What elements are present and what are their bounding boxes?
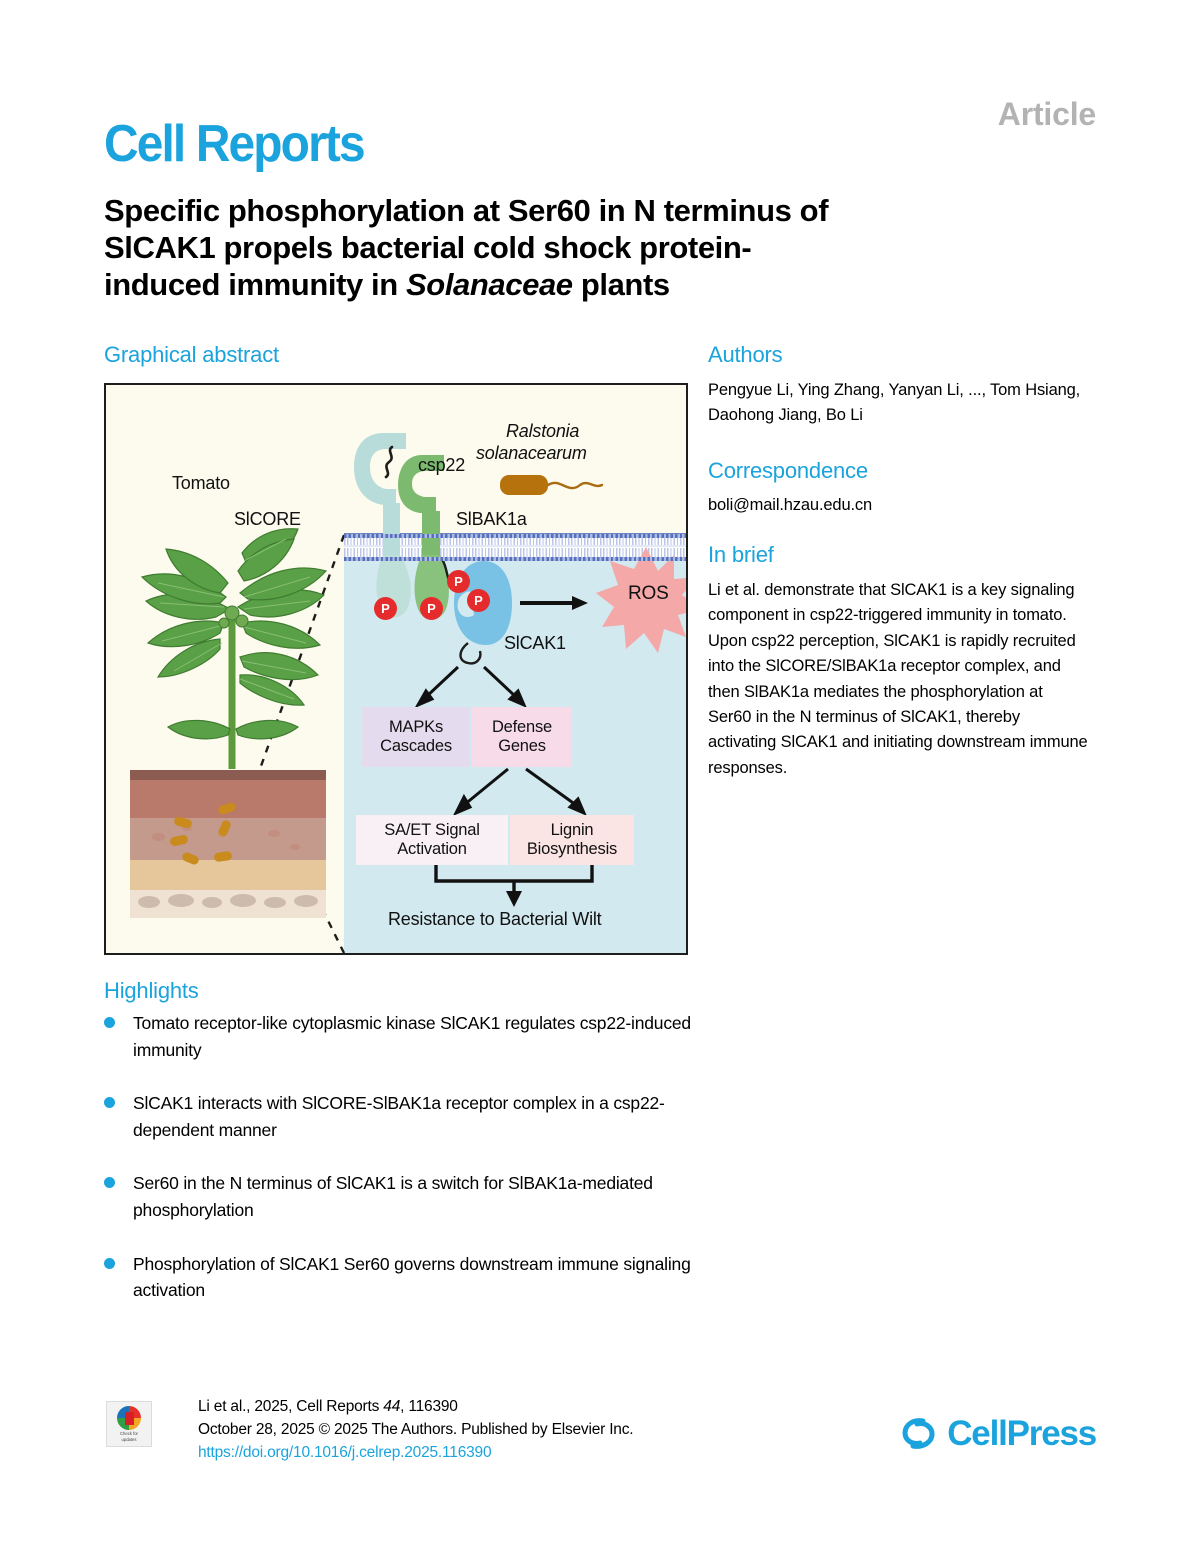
phospho-badge: P [447,570,470,593]
list-item: Ser60 in the N terminus of SlCAK1 is a switch for SlBAK1a-mediated phosphorylation [104,1170,704,1223]
authors-heading: Authors [708,342,783,367]
in-brief-body: Li et al. demonstrate that SlCAK1 is a key signaling component in csp22-triggered immunity in tomato. Upon csp22 perception, SlCAK1 is rapidly recruited into the SlCORE/SlBAK1a receptor complex, and then SlBAK1a mediates the phosphorylation at Ser60 in the N terminus of SlCAK1, thereby activating SlCAK1 and initiating downstream immune responses. [708,581,1088,777]
crossmark-line-2: updates [121,1436,137,1442]
arrow-to-ros [520,596,588,610]
highlights-list [104,1010,704,1331]
pathogen-genus-label: Ralstonia [506,421,580,441]
graphical-abstract-figure [104,383,688,955]
cellpress-logo [899,1414,1096,1454]
authors-list: Pengyue Li, Ying Zhang, Yanyan Li, ..., Tom Hsiang, Daohong Jiang, Bo Li [708,381,1081,425]
pathway-box-sa-et: SA/ET Signal Activation [356,815,508,865]
csp22-ligand-glyph [386,447,392,477]
page-title [104,192,1079,304]
csp22-label: csp22 [418,455,466,475]
citation-article-number: , 116390 [400,1398,458,1415]
correspondence-heading: Correspondence [708,458,868,483]
ros-label: ROS [628,583,669,604]
crossmark-line-1: Check for [120,1431,138,1437]
figure-label-tomato: Tomato [172,473,230,493]
doi-link[interactable]: https://doi.org/10.1016/j.celrep.2025.116390 [198,1443,492,1461]
cellpress-mark-icon [899,1416,939,1452]
ralstonia-bacterium-icon [498,469,618,509]
phospho-badge: P [374,597,397,620]
correspondence-email[interactable]: boli@mail.hzau.edu.cn [708,496,873,514]
slcak1-label: SlCAK1 [504,633,566,653]
citation-text: Li et al., 2025, Cell Reports [198,1398,384,1415]
bullet-icon [104,1177,115,1188]
title-line-3b: plants [572,267,670,303]
in-brief-heading: In brief [708,542,774,567]
title-line-2: SlCAK1 propels bacterial cold shock protein- [104,230,752,266]
bullet-icon [104,1017,115,1028]
pathway-box-defense-genes: Defense Genes [472,707,572,767]
crossmark-badge-icon[interactable] [106,1401,152,1447]
slcore-label: SlCORE [234,509,301,529]
crossmark-ring-icon [117,1406,141,1430]
phospho-badge: P [420,597,443,620]
bullet-icon [104,1097,115,1108]
list-item: Phosphorylation of SlCAK1 Ser60 governs downstream immune signaling activation [104,1251,704,1304]
bullet-icon [104,1258,115,1269]
title-taxon-italic: Solanaceae [406,267,573,303]
arrows-defense-downstream [456,769,584,813]
phospho-badge: P [467,589,490,612]
outcome-label: Resistance to Bacterial Wilt [388,909,602,929]
list-item: SlCAK1 interacts with SlCORE-SlBAK1a receptor complex in a csp22-dependent manner [104,1090,704,1143]
journal-brand-title: Cell Reports [104,115,364,173]
article-type-label: Article [997,96,1096,132]
graphical-abstract-heading: Graphical abstract [104,342,279,367]
slcore-receptor [354,433,411,618]
outcome-arrowhead [506,891,522,907]
list-item: Tomato receptor-like cytoplasmic kinase SlCAK1 regulates csp22-induced immunity [104,1010,704,1063]
publication-line: October 28, 2025 © 2025 The Authors. Published by Elsevier Inc. [198,1420,634,1438]
title-line-1: Specific phosphorylation at Ser60 in N terminus of [104,193,829,228]
pathway-box-lignin: Lignin Biosynthesis [510,815,634,865]
citation-block [198,1396,633,1465]
pathway-box-mapk: MAPKs Cascades [362,707,470,767]
pathogen-species-label: solanacearum [476,443,587,463]
highlights-heading: Highlights [104,978,199,1003]
slbak1a-label: SlBAK1a [456,509,527,529]
arrows-cak1-downstream [418,667,524,705]
title-line-3a: induced immunity in [104,267,407,303]
cellpress-wordmark: CellPress [947,1414,1096,1453]
citation-volume: 44 [383,1398,401,1415]
